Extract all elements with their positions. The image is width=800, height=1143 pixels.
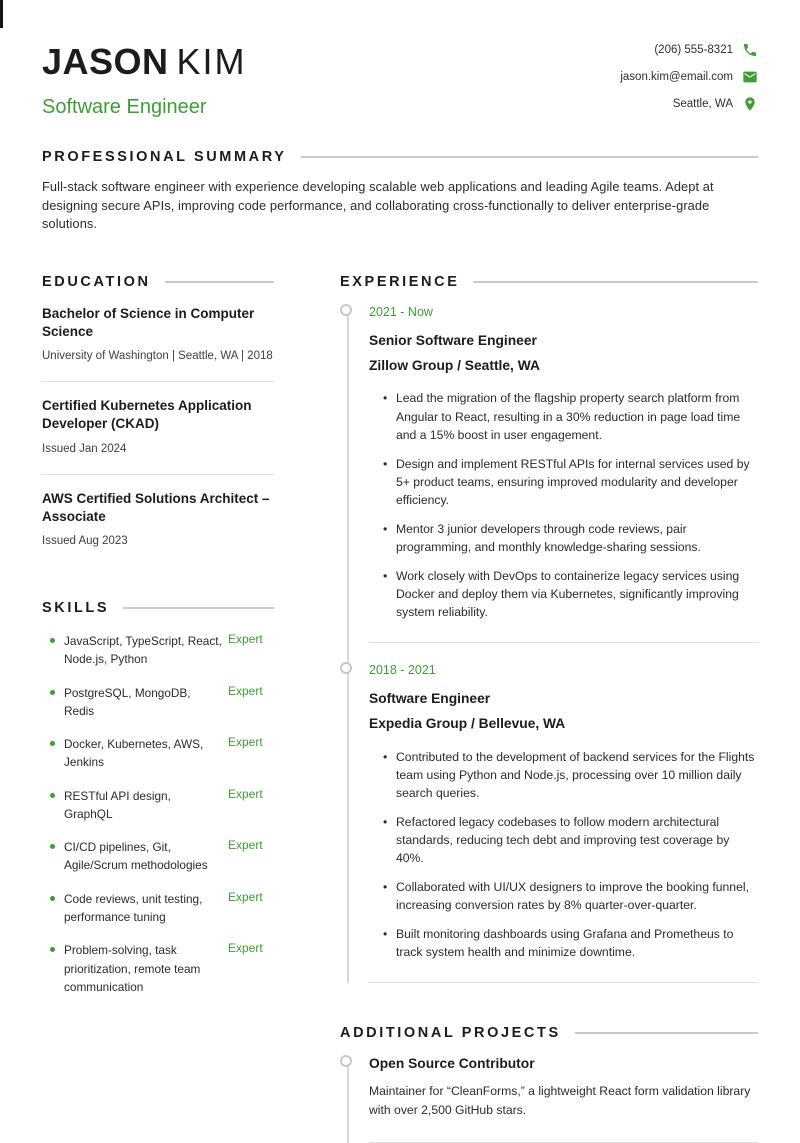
education-item-meta: Issued Jan 2024 <box>42 442 127 455</box>
contact-block <box>620 36 758 112</box>
skill-name: RESTful API design, GraphQL <box>64 788 171 821</box>
education-item-title: AWS Certified Solutions Architect – Associate <box>42 490 270 524</box>
email-address: jason.kim@email.com <box>620 71 733 83</box>
skill-level: Expert <box>228 631 263 646</box>
education-heading-label: EDUCATION <box>42 273 151 290</box>
phone-icon <box>742 42 758 58</box>
projects-timeline <box>340 1055 758 1143</box>
project-description: Maintainer for “CleanForms,” a lightweight React form validation library with over 2,500 GitHub stars. <box>369 1084 751 1117</box>
bullet-dot-icon <box>50 793 55 798</box>
skill-name: PostgreSQL, MongoDB, Redis <box>64 685 191 718</box>
timeline-gutter <box>340 304 369 643</box>
experience-bullet: • Lead the migration of the flagship property search platform from Angular to React, resulting in a 30% reduction in page load time and a 15% boost in user engagement. <box>383 389 758 443</box>
education-item <box>42 382 274 474</box>
skill-name: Problem-solving, task prioritization, remote team communication <box>64 943 201 994</box>
experience-role: Software Engineer <box>369 691 491 706</box>
experience-bullet: • Design and implement RESTful APIs for internal services used by 5+ product teams, ensuring improved modularity and developer efficiency. <box>383 455 758 509</box>
skills-list <box>42 632 274 996</box>
bullet-dot-icon <box>50 896 55 901</box>
skill-row <box>42 838 274 875</box>
heading-rule <box>473 281 758 283</box>
last-name: KIM <box>176 41 247 82</box>
experience-bullet: • Refactored legacy codebases to follow modern architectural standards, reducing tech debt and improving test coverage by 40%. <box>383 813 758 867</box>
experience-bullet-list <box>369 389 758 621</box>
name-block <box>42 36 247 119</box>
education-item <box>42 290 274 382</box>
education-item-meta: Issued Aug 2023 <box>42 534 128 547</box>
skill-name: CI/CD pipelines, Git, Agile/Scrum methodologies <box>64 840 208 873</box>
location-text: Seattle, WA <box>672 98 733 110</box>
education-item-title: Certified Kubernetes Application Developer (CKAD) <box>42 398 252 432</box>
experience-entry-body <box>369 662 758 983</box>
contact-location <box>673 96 758 112</box>
experience-bullet: • Contributed to the development of backend services for the Flights team using Python and Node.js, processing over 10 million daily search queries. <box>383 748 758 802</box>
timeline-gutter <box>340 1055 369 1143</box>
phone-number: (206) 555-8321 <box>654 44 733 56</box>
main-columns <box>42 274 758 1143</box>
skill-row <box>42 735 274 772</box>
experience-company: Zillow Group / Seattle, WA <box>369 357 540 373</box>
heading-rule <box>165 281 274 283</box>
skill-row <box>42 684 274 721</box>
skill-level: Expert <box>228 786 263 801</box>
skill-level: Expert <box>228 941 263 956</box>
page-edge-artifact <box>0 0 3 28</box>
heading-rule <box>575 1032 758 1034</box>
project-entry <box>340 1055 758 1143</box>
summary-heading-label: PROFESSIONAL SUMMARY <box>42 149 287 165</box>
skill-level: Expert <box>228 889 263 904</box>
contact-phone <box>654 42 758 58</box>
skill-level: Expert <box>228 683 263 698</box>
location-pin-icon <box>742 96 758 112</box>
job-title: Software Engineer <box>42 96 207 118</box>
timeline-circle-icon <box>340 304 352 316</box>
experience-period: 2018 - 2021 <box>369 663 436 677</box>
education-item-title: Bachelor of Science in Computer Science <box>42 305 255 339</box>
projects-section <box>340 1025 758 1143</box>
summary-text: Full-stack software engineer with experience developing scalable web applications and leading Agile teams. Adept at designing secure APIs, improving code performance, and collaborating cross-functionally to deliver enterprise-grade solutions. <box>42 179 714 232</box>
bullet-dot-icon <box>50 690 55 695</box>
skill-row <box>42 632 274 669</box>
experience-period: 2021 - Now <box>369 304 433 319</box>
left-column <box>42 274 274 1143</box>
experience-bullet: • Built monitoring dashboards using Grafana and Prometheus to track system health and minimize downtime. <box>383 925 758 961</box>
experience-company: Expedia Group / Bellevue, WA <box>369 715 566 731</box>
skills-heading-label: SKILLS <box>42 599 110 616</box>
contact-email[interactable] <box>620 69 758 85</box>
projects-heading-label: ADDITIONAL PROJECTS <box>340 1025 561 1042</box>
skill-row <box>42 890 274 927</box>
bullet-dot-icon <box>50 638 55 643</box>
skill-level: Expert <box>228 838 263 853</box>
first-name: JASON <box>42 41 169 82</box>
person-name <box>42 41 247 82</box>
summary-heading <box>42 149 758 165</box>
right-column <box>340 274 758 1143</box>
education-list <box>42 290 274 566</box>
bullet-dot-icon <box>50 741 55 746</box>
experience-heading-label: EXPERIENCE <box>340 273 460 290</box>
timeline-gutter <box>340 662 369 983</box>
experience-entry <box>340 304 758 643</box>
skills-heading <box>42 600 274 616</box>
skill-name: JavaScript, TypeScript, React, Node.js, Python <box>64 633 222 667</box>
header <box>42 36 758 119</box>
mail-icon <box>742 69 758 85</box>
skill-name: Code reviews, unit testing, performance tuning <box>64 891 203 925</box>
experience-role: Senior Software Engineer <box>369 332 537 348</box>
projects-heading <box>340 1025 758 1041</box>
experience-entry <box>340 662 758 983</box>
project-title: Open Source Contributor <box>369 1056 535 1072</box>
summary-section <box>42 149 758 234</box>
timeline-circle-icon <box>340 662 352 674</box>
bullet-dot-icon <box>50 844 55 849</box>
experience-bullet: • Work closely with DevOps to containerize legacy services using Docker and deploy them via Kubernetes, significantly improving system reliability. <box>383 567 758 621</box>
timeline-circle-icon <box>340 1055 352 1067</box>
experience-heading <box>340 274 758 290</box>
skill-level: Expert <box>228 735 263 750</box>
experience-bullet-list <box>369 748 758 961</box>
education-heading <box>42 274 274 290</box>
skills-section <box>42 600 274 996</box>
skill-row <box>42 941 274 996</box>
skill-row <box>42 787 274 824</box>
experience-bullet: • Collaborated with UI/UX designers to improve the booking funnel, increasing conversion rates by 8% quarter-over-quarter. <box>383 878 758 914</box>
project-entry-body <box>369 1055 758 1143</box>
education-item <box>42 475 274 566</box>
heading-rule <box>301 156 758 158</box>
experience-timeline <box>340 304 758 984</box>
bullet-dot-icon <box>50 947 55 952</box>
education-item-meta: University of Washington | Seattle, WA | 2018 <box>42 350 273 363</box>
experience-bullet: • Mentor 3 junior developers through code reviews, pair programming, and monthly knowledge-sharing sessions. <box>383 520 758 556</box>
experience-entry-body <box>369 304 758 643</box>
skill-name: Docker, Kubernetes, AWS, Jenkins <box>64 737 204 770</box>
heading-rule <box>123 607 274 609</box>
